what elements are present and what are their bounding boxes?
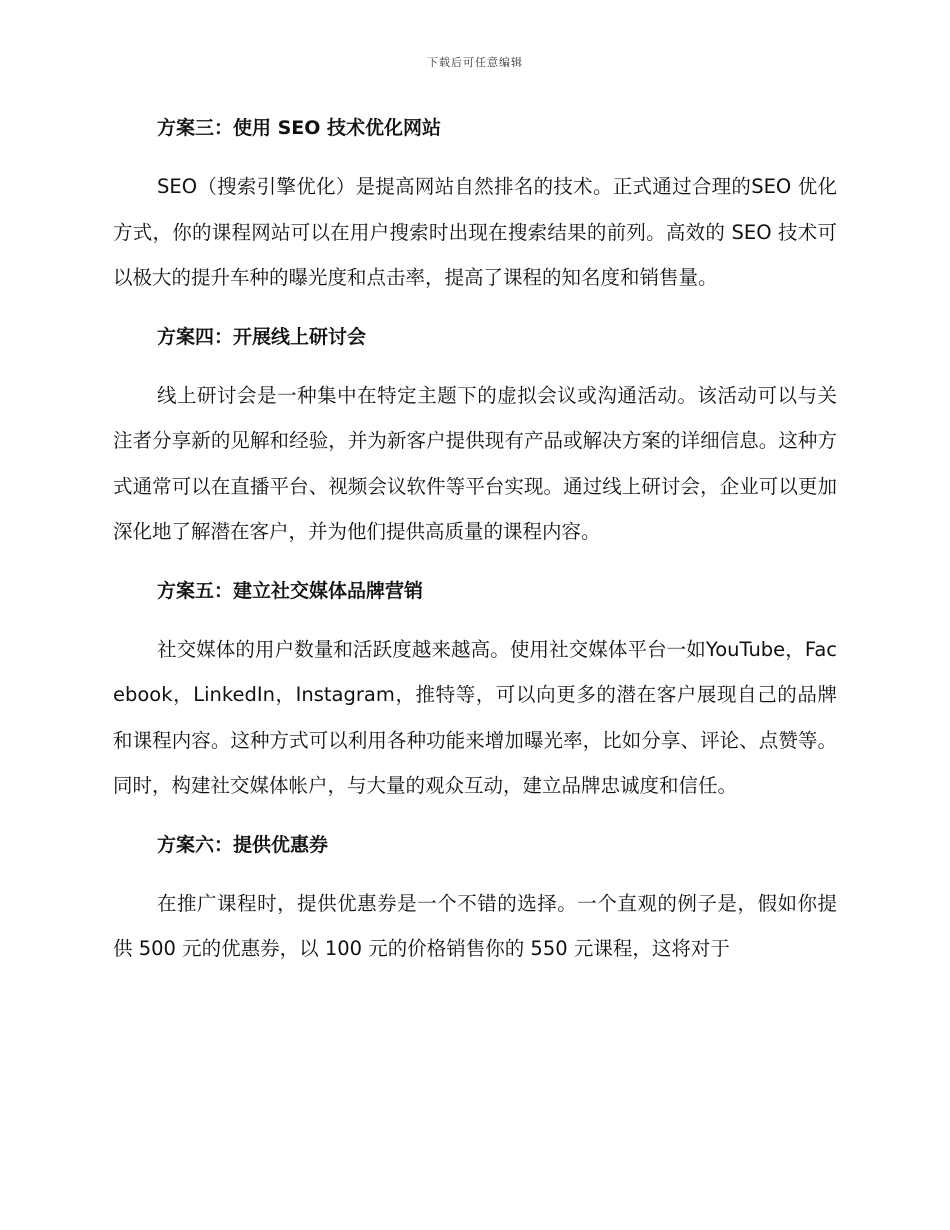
section-scheme-5	[113, 575, 837, 829]
section-heading: 方案三：使用 SEO 技术优化网站	[157, 117, 442, 139]
section-scheme-3	[113, 112, 837, 321]
section-paragraph: 线上研讨会是一种集中在特定主题下的虚拟会议或沟通活动。该活动可以与关注者分享新的见解和经验，并为新客户提供现有产品或解决方案的详细信息。这种方式通常可以在直播平台、视频会议软件等平台实现。通过线上研讨会，企业可以更加深化地了解潜在客户，并为他们提供高质量的课程内容。	[113, 383, 837, 543]
document-body	[113, 112, 837, 972]
section-scheme-6	[113, 829, 837, 972]
page-header: 下载后可任意编辑	[427, 56, 523, 69]
section-paragraph: 社交媒体的用户数量和活跃度越来越高。使用社交媒体平台一如YouTube，Facebook，LinkedIn，Instagram，推特等，可以向更多的潜在客户展现自己的品牌和课程内容。这种方式可以利用各种功能来增加曝光率，比如分享、评论、点赞等。同时，构建社交媒体帐户，与大量的观众互动，建立品牌忠诚度和信任。	[113, 637, 837, 797]
section-heading: 方案五：建立社交媒体品牌营销	[157, 579, 424, 602]
section-scheme-4	[113, 321, 837, 575]
section-heading: 方案四：开展线上研讨会	[157, 325, 367, 348]
section-paragraph: SEO（搜索引擎优化）是提高网站自然排名的技术。正式通过合理的SEO 优化方式，你的课程网站可以在用户搜索时出现在搜索结果的前列。高效的 SEO 技术可以极大的提升车种的曝光度和点击率，提高了课程的知名度和销售量。	[113, 175, 837, 289]
section-heading: 方案六：提供优惠券	[157, 833, 329, 856]
section-paragraph: 在推广课程时，提供优惠券是一个不错的选择。一个直观的例子是，假如你提供 500 元的优惠券，以 100 元的价格销售你的 550 元课程，这将对于	[113, 891, 837, 960]
